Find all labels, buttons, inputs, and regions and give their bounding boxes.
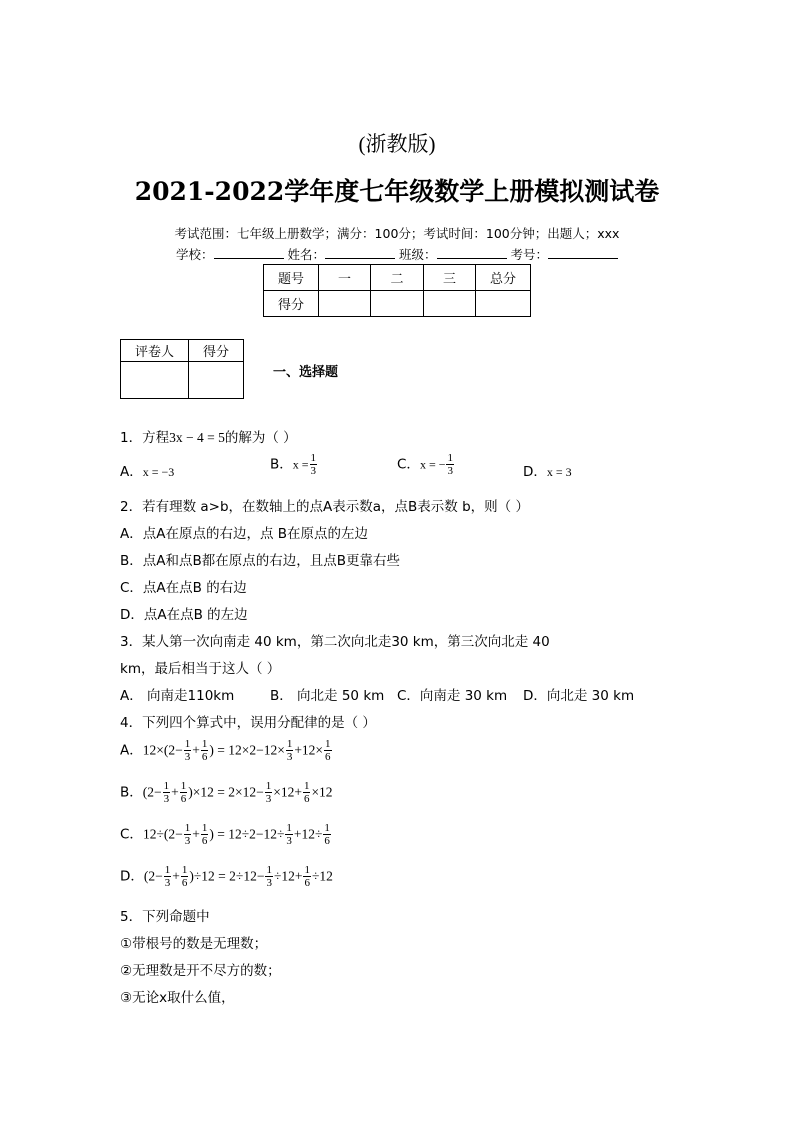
math-text: ) = 12÷2−12÷	[209, 826, 285, 842]
id-blank[interactable]	[548, 246, 618, 259]
question-3-stem-line2: km，最后相当于这人（ ）	[120, 661, 281, 677]
fraction	[181, 864, 189, 889]
score-header-cell: 题号	[264, 265, 319, 291]
option-label: B．	[270, 456, 293, 473]
school-label: 学校：	[175, 247, 214, 262]
fraction	[323, 822, 331, 847]
denominator: 3	[184, 751, 191, 763]
q3-option-b[interactable]: B． 向北走 50 km	[270, 688, 385, 704]
denominator: 3	[310, 465, 317, 477]
option-label: D．	[523, 464, 547, 480]
option-math: x = 3	[546, 465, 572, 479]
denominator: 6	[201, 751, 208, 763]
score-header-cell: 三	[424, 265, 476, 291]
q1-prefix: 1．方程	[120, 430, 170, 446]
numerator: 1	[201, 822, 208, 834]
numerator: 1	[180, 780, 187, 792]
q4-option-c[interactable]	[120, 822, 332, 847]
option-label: C．	[120, 826, 143, 843]
school-blank[interactable]	[214, 246, 284, 259]
fraction	[180, 780, 188, 805]
q1-suffix: 的解为（ ）	[224, 430, 297, 446]
denominator: 6	[180, 793, 187, 805]
denominator: 3	[286, 751, 293, 763]
fraction	[285, 822, 293, 847]
score-table	[263, 264, 531, 317]
fraction	[184, 822, 192, 847]
numerator: 1	[303, 780, 310, 792]
fraction	[201, 738, 209, 763]
fraction	[265, 780, 273, 805]
denominator: 3	[286, 835, 292, 847]
section-heading: 一、选择题	[273, 365, 339, 380]
math-text: )×12 = 2×12−	[188, 784, 264, 800]
numerator: 1	[304, 864, 310, 876]
numerator: 1	[266, 864, 272, 876]
q5-statement-2: ②无理数是开不尽方的数；	[120, 963, 281, 979]
grader-score-cell[interactable]	[189, 362, 244, 399]
fraction	[265, 864, 273, 889]
q1-option-d[interactable]	[523, 460, 572, 480]
score-row-label: 得分	[264, 291, 319, 317]
score-cell[interactable]	[476, 291, 531, 317]
denominator: 6	[303, 793, 310, 805]
question-4-stem: 4．下列四个算式中，误用分配律的是（ ）	[120, 715, 376, 731]
score-header-cell: 总分	[476, 265, 531, 291]
math-text: +	[192, 826, 200, 842]
fraction	[184, 738, 192, 763]
name-label: 姓名：	[287, 247, 325, 262]
q2-option-a[interactable]: A．点A在原点的右边，点 B在原点的左边	[120, 526, 369, 542]
option-label: B．	[120, 784, 143, 801]
score-cell[interactable]	[319, 291, 371, 317]
denominator: 6	[181, 877, 188, 889]
name-blank[interactable]	[325, 246, 395, 259]
math-text: +	[171, 784, 179, 800]
numerator: 1	[447, 452, 453, 464]
numerator: 1	[164, 864, 171, 876]
numerator: 1	[286, 822, 292, 834]
math-text: ÷12	[311, 868, 333, 884]
fraction	[163, 780, 171, 805]
numerator: 1	[324, 822, 330, 834]
fraction	[324, 738, 332, 763]
numerator: 1	[163, 780, 170, 792]
fraction	[201, 822, 209, 847]
numerator: 1	[184, 822, 191, 834]
numerator: 1	[325, 738, 331, 750]
q1-option-c[interactable]	[397, 452, 455, 477]
class-label: 班级：	[398, 247, 437, 262]
denominator: 3	[266, 877, 272, 889]
grader-cell[interactable]	[121, 362, 189, 399]
q3-option-a[interactable]: A． 向南走110km	[120, 688, 235, 704]
question-3-stem-line1: 3．某人第一次向南走 40 km，第二次向北走30 km，第三次向北走 40	[120, 634, 550, 650]
class-blank[interactable]	[437, 246, 507, 259]
denominator: 6	[325, 751, 331, 763]
math-text: ) = 12×2−12×	[209, 742, 285, 758]
numerator: 1	[184, 738, 191, 750]
q2-option-b[interactable]: B．点A和点B都在原点的右边，且点B更靠右些	[120, 553, 401, 569]
math-text: +12×	[294, 742, 324, 758]
fraction	[446, 452, 454, 477]
denominator: 6	[304, 877, 310, 889]
numerator: 1	[181, 864, 188, 876]
denominator: 3	[164, 877, 171, 889]
option-label: A．	[120, 464, 143, 480]
score-cell[interactable]	[424, 291, 476, 317]
denominator: 3	[184, 835, 191, 847]
option-label: D．	[120, 868, 144, 885]
q1-option-b[interactable]	[270, 452, 318, 477]
numerator: 1	[286, 738, 293, 750]
q3-option-c[interactable]: C．向南走 30 km	[397, 688, 508, 704]
fraction	[303, 780, 311, 805]
grader-score-header: 得分	[189, 340, 244, 362]
grader-table	[120, 339, 244, 399]
math-text: ÷12+	[273, 868, 303, 884]
fraction	[303, 864, 311, 889]
numerator: 1	[310, 452, 317, 464]
q4-option-b[interactable]	[120, 780, 333, 805]
option-label: A．	[120, 742, 143, 759]
option-math: x = −3	[142, 465, 175, 479]
numerator: 1	[265, 780, 272, 792]
denominator: 6	[201, 835, 208, 847]
q3-option-d[interactable]: D．向北走 30 km	[523, 688, 635, 704]
q4-option-d[interactable]	[120, 864, 333, 889]
page-title: 2021-2022学年度七年级数学上册模拟测试卷	[134, 177, 660, 206]
score-header-cell: 二	[371, 265, 424, 291]
option-math: x =	[292, 457, 309, 472]
fraction	[286, 738, 294, 763]
math-text: +12÷	[293, 826, 323, 842]
q2-option-c[interactable]: C．点A在点B 的右边	[120, 580, 247, 596]
score-header-cell: 一	[319, 265, 371, 291]
math-text: )÷12 = 2÷12−	[189, 868, 265, 884]
numerator: 1	[201, 738, 208, 750]
question-1-stem	[120, 426, 297, 446]
math-text: ×12	[311, 784, 333, 800]
option-label: C．	[397, 456, 420, 473]
math-text: +	[172, 868, 180, 884]
exam-info-line: 考试范围：七年级上册数学；满分：100分；考试时间：100分钟；出题人；xxx	[174, 226, 620, 241]
id-label: 考号：	[510, 247, 548, 262]
math-text: 12×(2−	[142, 742, 183, 758]
math-text: ×12+	[273, 784, 302, 800]
option-math: x = −	[419, 457, 446, 472]
q1-equation: 3x − 4 = 5	[169, 430, 225, 445]
fraction	[164, 864, 172, 889]
math-text: +	[192, 742, 200, 758]
subtitle: (浙教版)	[358, 132, 436, 156]
score-cell[interactable]	[371, 291, 424, 317]
student-info-line	[0, 245, 794, 263]
question-5-stem: 5．下列命题中	[120, 909, 210, 925]
q5-statement-1: ①带根号的数是无理数；	[120, 936, 268, 952]
denominator: 3	[163, 793, 170, 805]
denominator: 3	[265, 793, 272, 805]
fraction	[310, 452, 318, 477]
denominator: 3	[447, 465, 453, 477]
math-text: (2−	[142, 784, 162, 800]
math-text: (2−	[143, 868, 163, 884]
math-text: 12÷(2−	[142, 826, 183, 842]
question-2-stem: 2．若有理数 a>b，在数轴上的点A表示数a，点B表示数 b，则（ ）	[120, 499, 529, 515]
q4-option-a[interactable]	[120, 738, 333, 763]
q1-option-a[interactable]	[120, 460, 174, 480]
q2-option-d[interactable]: D．点A在点B 的左边	[120, 607, 248, 623]
denominator: 6	[324, 835, 330, 847]
q5-statement-3: ③无论x取什么值，	[120, 990, 235, 1006]
grader-header: 评卷人	[121, 340, 189, 362]
